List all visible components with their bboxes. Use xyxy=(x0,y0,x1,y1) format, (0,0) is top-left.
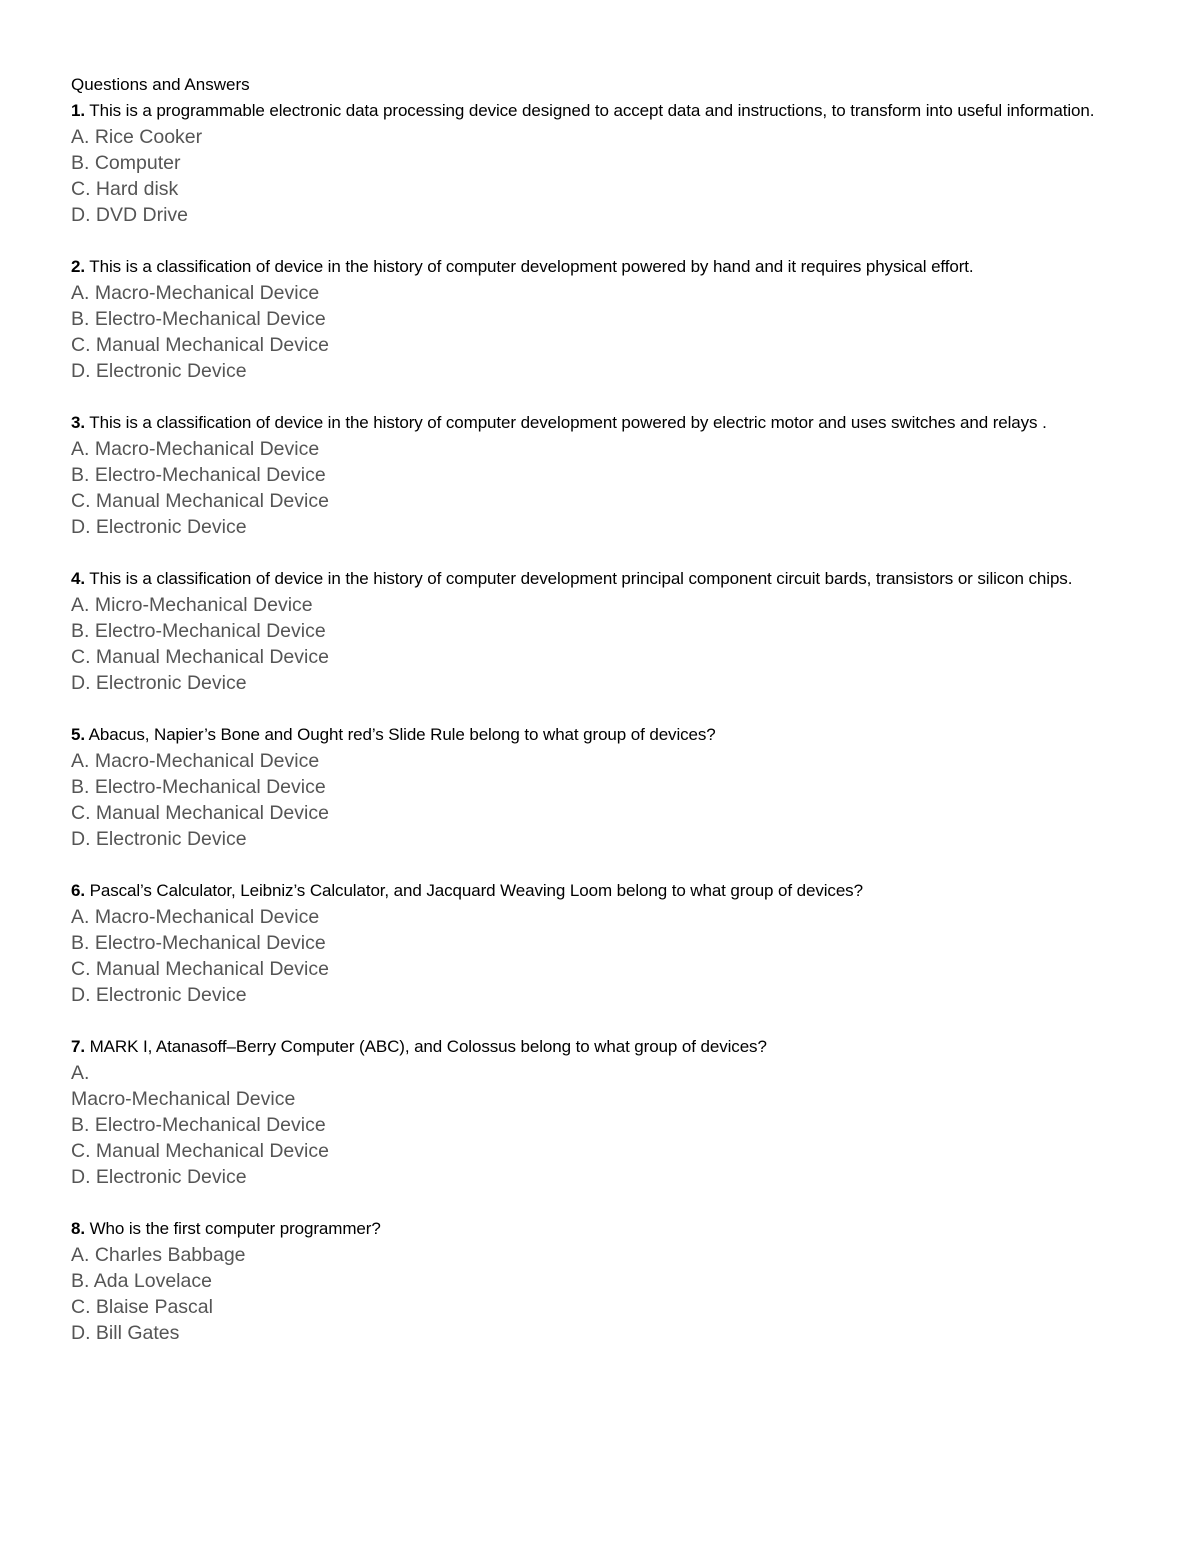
question-number: 6. xyxy=(71,881,85,900)
answer-option: A. Rice Cooker xyxy=(71,126,203,148)
question-number: 3. xyxy=(71,413,85,432)
answer-option: B. Electro-Mechanical Device xyxy=(71,932,326,954)
answer-options xyxy=(71,1060,1131,1190)
answer-options xyxy=(71,1242,1131,1346)
answer-option: Macro-Mechanical Device xyxy=(71,1088,296,1110)
question-body: This is a programmable electronic data processing device designed to accept data and instructions, to transform into useful information. xyxy=(84,101,1095,120)
answer-options xyxy=(71,748,1131,852)
answer-options xyxy=(71,124,1131,228)
answer-option: D. Electronic Device xyxy=(71,516,247,538)
answer-option: A. Macro-Mechanical Device xyxy=(71,750,320,772)
answer-option: C. Blaise Pascal xyxy=(71,1296,213,1318)
question-body: MARK I, Atanasoff–Berry Computer (ABC), and Colossus belong to what group of devices? xyxy=(84,1037,767,1056)
question-item xyxy=(71,1034,1131,1190)
question-text xyxy=(71,566,1131,592)
answer-option: C. Manual Mechanical Device xyxy=(71,490,329,512)
question-item xyxy=(71,254,1131,384)
question-text xyxy=(71,98,1131,124)
answer-option: C. Manual Mechanical Device xyxy=(71,646,329,668)
answer-option: B. Electro-Mechanical Device xyxy=(71,308,326,330)
question-text xyxy=(71,878,1131,904)
answer-option: A. Charles Babbage xyxy=(71,1244,246,1266)
answer-option: B. Electro-Mechanical Device xyxy=(71,776,326,798)
answer-option: C. Manual Mechanical Device xyxy=(71,334,329,356)
question-number: 8. xyxy=(71,1219,85,1238)
question-item xyxy=(71,566,1131,696)
answer-option: D. Bill Gates xyxy=(71,1322,180,1344)
answer-options xyxy=(71,904,1131,1008)
answer-option: D. DVD Drive xyxy=(71,204,189,226)
question-number: 7. xyxy=(71,1037,85,1056)
answer-option: B. Electro-Mechanical Device xyxy=(71,1114,326,1136)
answer-option: D. Electronic Device xyxy=(71,672,247,694)
answer-options xyxy=(71,280,1131,384)
question-number: 5. xyxy=(71,725,85,744)
answer-option: A. Macro-Mechanical Device xyxy=(71,282,320,304)
question-body: Abacus, Napier’s Bone and Ought red’s Slide Rule belong to what group of devices? xyxy=(84,725,716,744)
answer-option: A. xyxy=(71,1062,90,1084)
answer-options xyxy=(71,592,1131,696)
question-body: Who is the first computer programmer? xyxy=(84,1219,381,1238)
question-text xyxy=(71,722,1131,748)
question-item xyxy=(71,410,1131,540)
question-text xyxy=(71,254,1131,280)
answer-options xyxy=(71,436,1131,540)
answer-option: A. Macro-Mechanical Device xyxy=(71,906,320,928)
document-page xyxy=(71,72,1131,1346)
question-text xyxy=(71,410,1131,436)
question-item xyxy=(71,98,1131,228)
answer-option: C. Manual Mechanical Device xyxy=(71,1140,329,1162)
question-body: This is a classification of device in the history of computer development powered by hand and it requires physical effort. xyxy=(84,257,974,276)
answer-option: A. Macro-Mechanical Device xyxy=(71,438,320,460)
answer-option: B. Computer xyxy=(71,152,181,174)
question-body: This is a classification of device in the history of computer development powered by electric motor and uses switches and relays . xyxy=(84,413,1047,432)
answer-option: D. Electronic Device xyxy=(71,360,247,382)
question-text xyxy=(71,1034,1131,1060)
question-body: Pascal’s Calculator, Leibniz’s Calculator, and Jacquard Weaving Loom belong to what group of devices? xyxy=(84,881,863,900)
question-text xyxy=(71,1216,1131,1242)
question-body: This is a classification of device in the history of computer development principal component circuit bards, transistors or silicon chips. xyxy=(84,569,1073,588)
question-number: 4. xyxy=(71,569,85,588)
answer-option: C. Manual Mechanical Device xyxy=(71,958,329,980)
answer-option: D. Electronic Device xyxy=(71,1166,247,1188)
answer-option: B. Electro-Mechanical Device xyxy=(71,464,326,486)
answer-option: D. Electronic Device xyxy=(71,828,247,850)
answer-option: C. Manual Mechanical Device xyxy=(71,802,329,824)
answer-option: C. Hard disk xyxy=(71,178,179,200)
question-list xyxy=(71,98,1131,1346)
question-item xyxy=(71,722,1131,852)
answer-option: D. Electronic Device xyxy=(71,984,247,1006)
answer-option: A. Micro-Mechanical Device xyxy=(71,594,313,616)
answer-option: B. Electro-Mechanical Device xyxy=(71,620,326,642)
answer-option: B. Ada Lovelace xyxy=(71,1270,212,1292)
document-title: Questions and Answers xyxy=(71,75,250,94)
question-item xyxy=(71,878,1131,1008)
question-number: 2. xyxy=(71,257,85,276)
question-item xyxy=(71,1216,1131,1346)
question-number: 1. xyxy=(71,101,85,120)
